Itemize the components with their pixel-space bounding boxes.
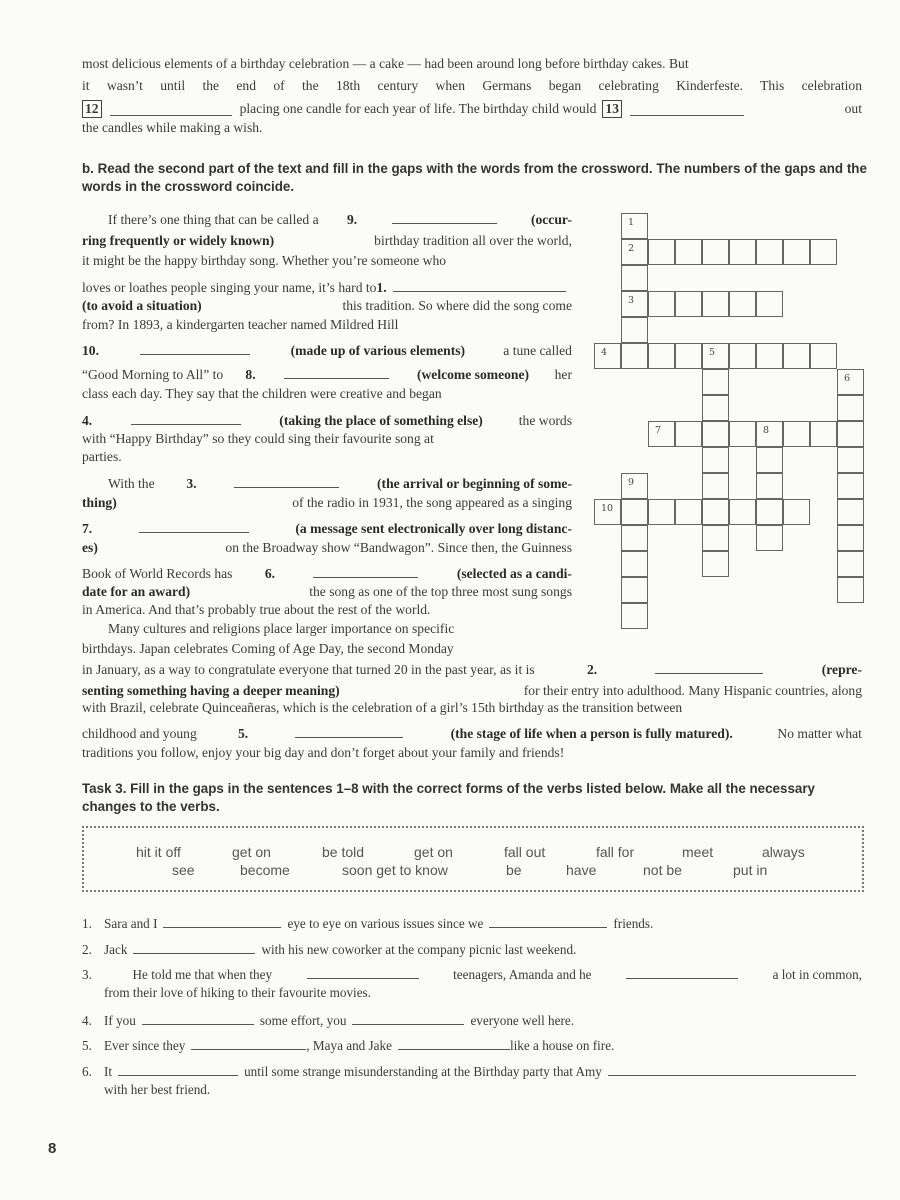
sentence-item bbox=[82, 1037, 614, 1054]
crossword-cell[interactable] bbox=[702, 499, 729, 525]
gap-definition: date for an award) bbox=[82, 584, 191, 599]
paragraph-line bbox=[82, 366, 572, 383]
gap-definition: ring frequently or widely known) bbox=[82, 233, 275, 248]
gap-input[interactable] bbox=[313, 565, 418, 578]
text: Many cultures and religions place larger importance on specific bbox=[108, 621, 455, 636]
crossword-cell[interactable] bbox=[783, 421, 810, 447]
crossword-clue-number: 8 bbox=[763, 425, 770, 436]
crossword-clue-number: 4 bbox=[601, 347, 608, 358]
sentence-item bbox=[82, 1063, 862, 1080]
gap-input[interactable] bbox=[295, 725, 403, 738]
crossword-cell[interactable] bbox=[756, 499, 783, 525]
answer-gap-input[interactable] bbox=[118, 1063, 238, 1076]
gap-input[interactable] bbox=[284, 366, 389, 379]
crossword-cell[interactable] bbox=[702, 343, 729, 369]
crossword-cell[interactable] bbox=[729, 499, 756, 525]
sentence-text: until some strange misunderstanding at the Birthday party that Amy bbox=[244, 1064, 602, 1079]
sentence-text: everyone well here. bbox=[470, 1013, 575, 1028]
crossword-cell[interactable] bbox=[621, 265, 648, 291]
paragraph-line bbox=[82, 520, 572, 537]
answer-gap-input[interactable] bbox=[142, 1012, 254, 1025]
word-bank-item: always bbox=[762, 844, 805, 860]
paragraph-line bbox=[82, 495, 572, 511]
crossword-cell[interactable] bbox=[837, 369, 864, 395]
text: traditions you follow, enjoy your big day and don’t forget about your family and friends! bbox=[82, 745, 565, 760]
text: parties. bbox=[82, 449, 122, 464]
gap-definition: (to avoid a situation) bbox=[82, 298, 202, 313]
text: loves or loathes people singing your name, it’s hard to bbox=[82, 280, 377, 295]
word-bank-item: become bbox=[240, 862, 290, 878]
gap-number: 8. bbox=[245, 367, 256, 382]
paragraph-line bbox=[82, 298, 572, 314]
sentence-text: like a house on fire. bbox=[509, 1038, 615, 1053]
sentence-item bbox=[82, 915, 653, 932]
answer-gap-input[interactable] bbox=[398, 1037, 510, 1050]
gap-input[interactable] bbox=[655, 661, 763, 674]
sentence-text: a lot in common, bbox=[772, 967, 862, 982]
text: “Good Morning to All” to bbox=[82, 367, 224, 382]
gap-definition: es) bbox=[82, 540, 98, 555]
crossword-cell[interactable] bbox=[702, 369, 729, 395]
answer-gap-input[interactable] bbox=[191, 1037, 306, 1050]
crossword-cell[interactable] bbox=[756, 343, 783, 369]
crossword-cell[interactable] bbox=[648, 421, 675, 447]
sentence-text: If you bbox=[104, 1013, 136, 1028]
paragraph-line bbox=[82, 540, 572, 556]
crossword-cell[interactable] bbox=[621, 473, 648, 499]
paragraph-line bbox=[82, 386, 572, 402]
crossword-cell[interactable] bbox=[729, 343, 756, 369]
paragraph-line bbox=[82, 56, 862, 72]
crossword-cell[interactable] bbox=[810, 343, 837, 369]
word-bank-item: meet bbox=[682, 844, 714, 860]
text: in America. And that’s probably true about the rest of the world. bbox=[82, 602, 431, 617]
sentence-text: eye to eye on various issues since we bbox=[287, 916, 484, 931]
crossword-cell[interactable] bbox=[621, 291, 648, 317]
crossword-cell[interactable] bbox=[702, 551, 729, 577]
crossword-clue-number: 1 bbox=[628, 217, 635, 228]
text: of the radio in 1931, the song appeared as a singing bbox=[288, 495, 572, 510]
paragraph-line bbox=[82, 661, 862, 678]
text: most delicious elements of a birthday celebration — a cake — had been around long before birthday cakes. But bbox=[82, 56, 689, 71]
paragraph-line: it wasn’t until the end of the 18th century when Germans began celebrating Kinderfeste. This celebration bbox=[82, 78, 862, 93]
crossword-cell[interactable] bbox=[756, 525, 783, 551]
paragraph-line bbox=[82, 253, 572, 269]
word-bank-item: hit it off bbox=[136, 844, 181, 860]
answer-gap-input[interactable] bbox=[307, 966, 419, 979]
gap-definition: (the arrival or beginning of some- bbox=[377, 476, 572, 491]
crossword-cell[interactable] bbox=[621, 551, 648, 577]
crossword-cell[interactable] bbox=[756, 447, 783, 473]
crossword-cell[interactable] bbox=[648, 291, 675, 317]
text: childhood and young bbox=[82, 726, 197, 741]
text: placing one candle for each year of life. The birthday child would bbox=[239, 101, 597, 116]
crossword-cell[interactable] bbox=[783, 343, 810, 369]
crossword-cell[interactable] bbox=[756, 421, 783, 447]
crossword-cell[interactable] bbox=[621, 603, 648, 629]
crossword-clue-number: 7 bbox=[655, 425, 662, 436]
paragraph-line bbox=[82, 641, 572, 657]
crossword-cell[interactable] bbox=[702, 395, 729, 421]
paragraph-line bbox=[82, 233, 572, 249]
crossword-cell[interactable] bbox=[729, 421, 756, 447]
crossword-cell[interactable] bbox=[837, 499, 864, 525]
crossword-cell[interactable] bbox=[810, 239, 837, 265]
page-number: 8 bbox=[48, 1140, 57, 1157]
crossword-clue-number: 2 bbox=[628, 243, 635, 254]
answer-gap-input[interactable] bbox=[626, 966, 738, 979]
gap-number-12: 12 bbox=[82, 100, 102, 118]
gap-definition: (a message sent electronically over long distanc- bbox=[295, 521, 572, 536]
gap-definition: (welcome someone) bbox=[416, 367, 530, 382]
sentence-item bbox=[82, 966, 862, 983]
answer-gap-input[interactable] bbox=[608, 1063, 856, 1076]
sentence-text: friends. bbox=[613, 916, 654, 931]
gap-12-input[interactable] bbox=[110, 103, 232, 116]
text: in January, as a way to congratulate everyone that turned 20 in the past year, as it is bbox=[82, 662, 535, 677]
gap-number: 9. bbox=[347, 212, 358, 227]
crossword-cell[interactable] bbox=[837, 473, 864, 499]
crossword-cell[interactable] bbox=[675, 239, 702, 265]
paragraph-line-gaps bbox=[82, 100, 862, 118]
crossword-cell[interactable] bbox=[702, 421, 729, 447]
word-bank-item: be told bbox=[322, 844, 365, 860]
crossword-cell[interactable] bbox=[621, 239, 648, 265]
sentence-number: 3. bbox=[82, 967, 92, 982]
crossword-cell[interactable] bbox=[648, 343, 675, 369]
text: on the Broadway show “Bandwagon”. Since then, the Guinness bbox=[222, 540, 572, 555]
crossword-clue-number: 10 bbox=[601, 503, 614, 514]
crossword-cell[interactable] bbox=[756, 291, 783, 317]
paragraph-line bbox=[108, 621, 572, 637]
paragraph-line bbox=[108, 475, 572, 492]
crossword-cell[interactable] bbox=[702, 291, 729, 317]
gap-input[interactable] bbox=[140, 342, 250, 355]
word-bank-item: be bbox=[506, 862, 522, 878]
text: No matter what bbox=[773, 726, 862, 741]
text: a tune called bbox=[499, 343, 572, 358]
sentence-number: 6. bbox=[82, 1064, 92, 1079]
word-bank-item: get on bbox=[232, 844, 271, 860]
gap-number: 3. bbox=[186, 476, 197, 491]
sentence-text: It bbox=[104, 1064, 113, 1079]
crossword-cell[interactable] bbox=[837, 525, 864, 551]
crossword-cell[interactable] bbox=[783, 499, 810, 525]
paragraph-line bbox=[108, 211, 572, 228]
paragraph-line bbox=[82, 725, 862, 742]
gap-definition: (selected as a candi- bbox=[456, 566, 572, 581]
crossword-cell[interactable] bbox=[702, 525, 729, 551]
sentence-text: Jack bbox=[104, 942, 128, 957]
paragraph-line bbox=[82, 602, 572, 618]
paragraph-line bbox=[82, 565, 572, 582]
sentence-number: 1. bbox=[82, 916, 92, 931]
crossword-cell[interactable] bbox=[837, 395, 864, 421]
gap-number: 7. bbox=[82, 521, 93, 536]
gap-definition: (occur- bbox=[530, 212, 572, 227]
answer-gap-input[interactable] bbox=[163, 915, 281, 928]
gap-definition: (taking the place of something else) bbox=[279, 413, 483, 428]
task3-instruction: Task 3. Fill in the gaps in the sentences 1–8 with the correct forms of the verbs listed below. Make all the necessary changes to the verbs. bbox=[82, 781, 816, 814]
crossword-cell[interactable] bbox=[837, 447, 864, 473]
sentence-text: He told me that when they bbox=[132, 967, 273, 982]
sentence-number: 2. bbox=[82, 942, 92, 957]
crossword-cell[interactable] bbox=[756, 473, 783, 499]
gap-input[interactable] bbox=[393, 279, 566, 292]
crossword-cell[interactable] bbox=[837, 551, 864, 577]
gap-number: 6. bbox=[264, 566, 276, 581]
crossword-cell[interactable] bbox=[729, 239, 756, 265]
gap-input[interactable] bbox=[392, 211, 497, 224]
crossword-cell[interactable] bbox=[810, 421, 837, 447]
paragraph-line: the candles while making a wish. bbox=[82, 120, 263, 135]
text: this tradition. So where did the song come bbox=[339, 298, 572, 313]
word-bank-item: get on bbox=[414, 844, 453, 860]
sentence-text: , Maya and Jake bbox=[306, 1038, 392, 1053]
word-bank-item: soon get to know bbox=[342, 862, 448, 878]
crossword-cell[interactable] bbox=[783, 239, 810, 265]
answer-gap-input[interactable] bbox=[489, 915, 607, 928]
text: class each day. They say that the children were creative and began bbox=[82, 386, 442, 401]
sentence-continuation: from their love of hiking to their favourite movies. bbox=[104, 985, 371, 1000]
crossword-clue-number: 6 bbox=[844, 373, 851, 384]
text: the words bbox=[515, 413, 572, 428]
gap-13-input[interactable] bbox=[630, 103, 744, 116]
gap-input[interactable] bbox=[139, 520, 249, 533]
crossword-cell[interactable] bbox=[621, 317, 648, 343]
sentence-item bbox=[82, 1012, 574, 1029]
gap-definition: senting something having a deeper meaning) bbox=[82, 683, 340, 698]
gap-definition: thing) bbox=[82, 495, 117, 510]
crossword-clue-number: 9 bbox=[628, 477, 635, 488]
crossword-cell[interactable] bbox=[621, 577, 648, 603]
crossword-cell[interactable] bbox=[837, 421, 864, 447]
gap-number: 5. bbox=[237, 726, 249, 741]
gap-number: 1. bbox=[376, 280, 387, 295]
sentence-text: teenagers, Amanda and he bbox=[453, 967, 592, 982]
sentence-text: Sara and I bbox=[104, 916, 158, 931]
paragraph-line bbox=[82, 700, 862, 716]
answer-gap-input[interactable] bbox=[133, 941, 255, 954]
paragraph-line bbox=[82, 431, 572, 447]
sentence-number: 4. bbox=[82, 1013, 92, 1028]
text: it might be the happy birthday song. Whether you’re someone who bbox=[82, 253, 447, 268]
paragraph-line bbox=[82, 683, 862, 699]
sentence-text: some effort, you bbox=[259, 1013, 347, 1028]
gap-definition: (made up of various elements) bbox=[290, 343, 466, 358]
text: birthday tradition all over the world, bbox=[370, 233, 572, 248]
gap-definition: (the stage of life when a person is fully matured). bbox=[450, 726, 733, 741]
paragraph-line bbox=[82, 342, 572, 359]
word-bank-item: fall out bbox=[504, 844, 546, 860]
sentence-number: 5. bbox=[82, 1038, 92, 1053]
gap-number: 2. bbox=[586, 662, 598, 677]
crossword-cell[interactable] bbox=[621, 525, 648, 551]
crossword-cell[interactable] bbox=[621, 343, 648, 369]
paragraph-line bbox=[82, 279, 572, 296]
text: from? In 1893, a kindergarten teacher named Mildred Hill bbox=[82, 317, 399, 332]
crossword-cell[interactable] bbox=[702, 473, 729, 499]
crossword-cell[interactable] bbox=[648, 499, 675, 525]
word-bank-item: put in bbox=[733, 862, 768, 878]
text: out bbox=[844, 101, 862, 116]
crossword-cell[interactable] bbox=[702, 239, 729, 265]
word-bank bbox=[82, 826, 864, 892]
sentence-text: with his new coworker at the company picnic last weekend. bbox=[261, 942, 577, 957]
crossword-cell[interactable] bbox=[756, 239, 783, 265]
crossword-cell[interactable] bbox=[621, 499, 648, 525]
crossword-clue-number: 3 bbox=[628, 295, 635, 306]
crossword-cell[interactable] bbox=[675, 291, 702, 317]
gap-number-13: 13 bbox=[602, 100, 622, 118]
word-bank-item: not be bbox=[643, 862, 682, 878]
answer-gap-input[interactable] bbox=[352, 1012, 464, 1025]
text: her bbox=[551, 367, 572, 382]
crossword-cell[interactable] bbox=[594, 343, 621, 369]
text: with Brazil, celebrate Quinceañeras, which is the celebration of a girl’s 15th birthday as the transition between bbox=[82, 700, 683, 715]
text: for their entry into adulthood. Many Hispanic countries, along bbox=[520, 683, 862, 698]
text: With the bbox=[108, 476, 155, 491]
sentence-continuation: with her best friend. bbox=[104, 1082, 211, 1097]
paragraph-line bbox=[82, 584, 572, 600]
crossword-grid bbox=[594, 213, 864, 633]
gap-input[interactable] bbox=[234, 475, 339, 488]
word-bank-item: see bbox=[172, 862, 195, 878]
gap-number: 4. bbox=[82, 413, 93, 428]
crossword-cell[interactable] bbox=[675, 421, 702, 447]
crossword-cell[interactable] bbox=[702, 447, 729, 473]
paragraph-line bbox=[82, 412, 572, 429]
paragraph-line bbox=[82, 745, 862, 761]
text: the song as one of the top three most sung songs bbox=[305, 584, 572, 599]
text: with “Happy Birthday” so they could sing their favourite song at bbox=[82, 431, 434, 446]
gap-definition: (repre- bbox=[821, 662, 862, 677]
gap-number: 10. bbox=[82, 343, 99, 358]
crossword-cell[interactable] bbox=[621, 213, 648, 239]
crossword-cell[interactable] bbox=[675, 499, 702, 525]
word-bank-item: fall for bbox=[596, 844, 635, 860]
text: Book of World Records has bbox=[82, 566, 233, 581]
sentence-item bbox=[82, 941, 576, 958]
part-b-instruction: b. Read the second part of the text and fill in the gaps with the words from the crossword. The numbers of the gaps and the words in the crossword coincide. bbox=[82, 161, 867, 194]
paragraph-line bbox=[82, 317, 572, 333]
crossword-cell[interactable] bbox=[648, 239, 675, 265]
crossword-cell[interactable] bbox=[675, 343, 702, 369]
text: If there’s one thing that can be called a bbox=[108, 212, 319, 227]
paragraph-line bbox=[82, 449, 572, 465]
word-bank-item: have bbox=[566, 862, 597, 878]
crossword-cell[interactable] bbox=[729, 291, 756, 317]
text: birthdays. Japan celebrates Coming of Age Day, the second Monday bbox=[82, 641, 454, 656]
crossword-clue-number: 5 bbox=[709, 347, 716, 358]
sentence-text: Ever since they bbox=[104, 1038, 186, 1053]
gap-input[interactable] bbox=[131, 412, 241, 425]
crossword-cell[interactable] bbox=[837, 577, 864, 603]
